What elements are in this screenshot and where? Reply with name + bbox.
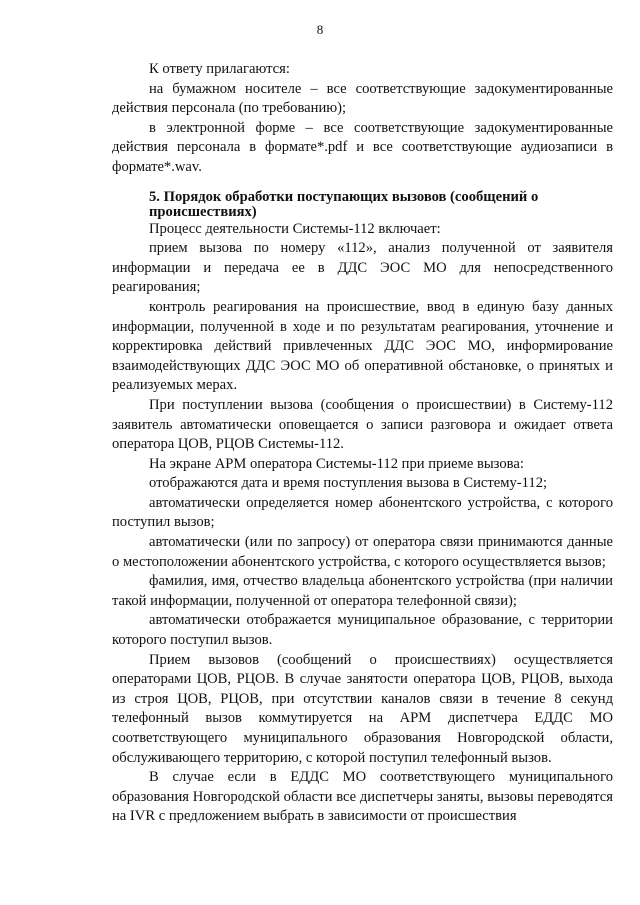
paragraph: отображаются дата и время поступления вызова в Систему-112; [149,475,548,492]
paragraph: автоматически определяется номер абонентского устройства, с которого поступил вызов; [112,494,613,531]
page-content [112,60,613,827]
paragraph: фамилия, имя, отчество владельца абонентского устройства (при наличии такой информации, полученной от оператора телефонной связи); [112,573,613,609]
section-heading: 5. Порядок обработки поступающих вызовов (сообщений о происшествиях) [149,188,539,220]
attachments-paper: на бумажном носителе – все соответствующие задокументированные действия персонала (по требованию); [112,80,613,117]
paragraph: Процесс деятельности Системы-112 включает: [149,220,441,237]
section-gap [112,178,613,190]
attachments-electronic: в электронной форме – все соответствующие задокументированные действия персонала в формате*.pdf и все соответствующие аудиозаписи в формате*.wav. [112,119,613,175]
paragraph: На экране АРМ оператора Системы-112 при приеме вызова: [149,455,524,472]
paragraph: Прием вызовов (сообщений о происшествиях) осуществляется операторами ЦОВ, РЦОВ. В случае занятости оператора ЦОВ, РЦОВ, выхода из строя ЦОВ, РЦОВ, при отсутствии каналов связи в течение 8 секунд телефонный вызов коммутируется на АРМ диспетчера ЕДДС МО соответствующего муниципального образования Новгородской области, обслуживающего территорию, с которой поступил телефонный вызов. [112,651,613,766]
paragraph: В случае если в ЕДДС МО соответствующего муниципального образования Новгородской области все диспетчеры заняты, вызовы переводятся на IVR с предложением выбрать в зависимости от происшествия [112,769,613,825]
page-number: 8 [316,22,324,37]
paragraph: При поступлении вызова (сообщения о происшествии) в Систему-112 заявитель автоматически оповещается о записи разговора и ожидает ответа оператора ЦОВ, РЦОВ Системы-112. [112,396,613,453]
paragraph: контроль реагирования на происшествие, ввод в единую базу данных информации, полученной в ходе и по результатам реагирования, уточнение и корректировка действий привлеченных ДДС ЭОС МО, информирование взаимодействующих ДДС ЭОС МО об оперативной обстановке, о принятых и реализуемых мерах. [112,298,613,394]
paragraph: автоматически отображается муниципальное образование, с территории которого поступил вызов. [112,612,613,649]
paragraph: прием вызова по номеру «112», анализ полученной от заявителя информации и передача ее в ДДС ЭОС МО для непосредственного реагирования; [112,240,613,296]
attachments-intro: К ответу прилагаются: [149,61,290,77]
paragraph: автоматически (или по запросу) от оператора связи принимаются данные о местоположении абонентского устройства, с которого осуществляется вызов; [112,534,613,570]
